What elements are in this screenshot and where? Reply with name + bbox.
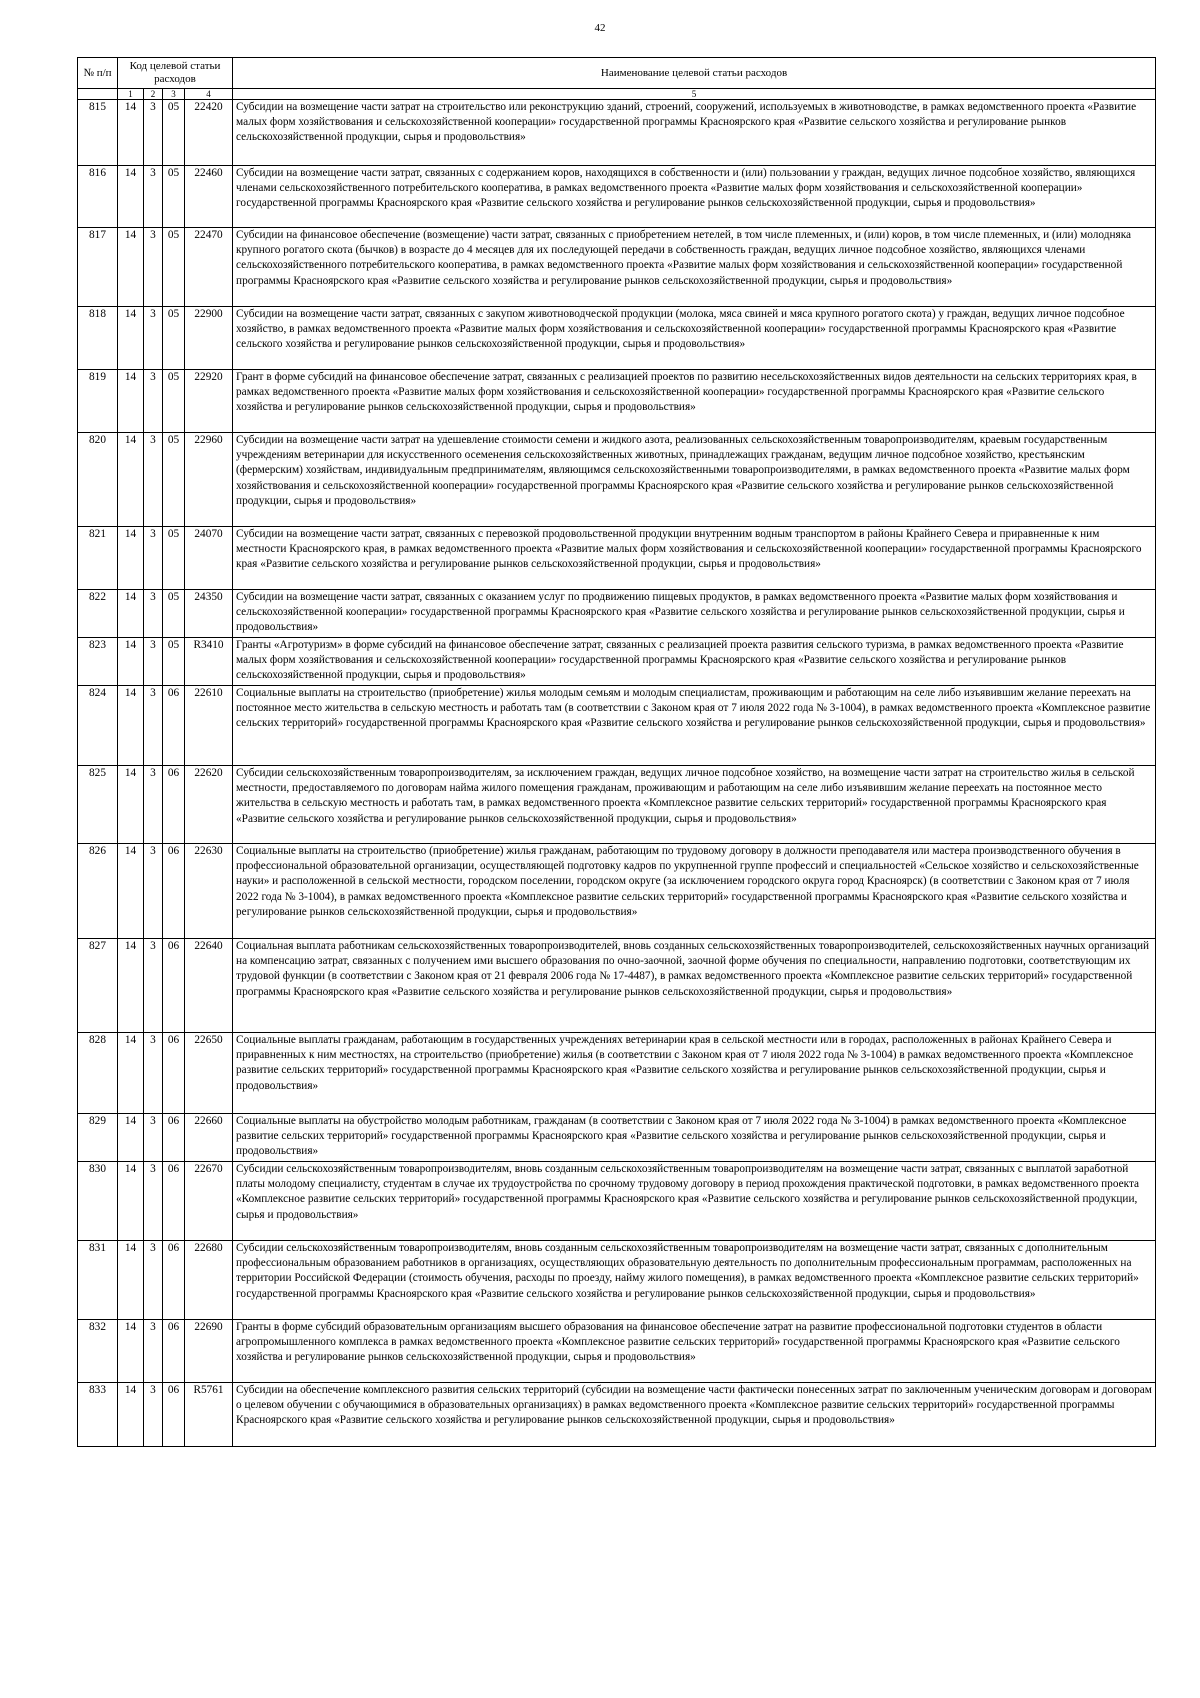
expense-item-name: Субсидии на возмещение части затрат на строительство или реконструкцию зданий, строений, сооружений, используемых в животноводстве, в рамках ведомственного проекта «Развитие малых форм хозяйствования и сельскохозяйственной кооперации» государственной программы Красноярского края «Развитие сельского хозяйства и регулирование рынков сельскохозяйственной продукции, сырья и продовольствия»	[233, 100, 1156, 166]
row-number: 830	[78, 1162, 118, 1241]
table-row	[78, 686, 1156, 766]
code-part-1: 14	[118, 527, 144, 590]
expense-item-name: Социальные выплаты на строительство (приобретение) жилья молодым семьям и молодым специалистам, проживающим и работающим на селе либо изъявившим желание переехать на постоянное место жительства в сельскую местность и работать там (в соответствии с Законом края от 7 июля 2022 года № 3-1004), в рамках ведомственного проекта «Комплексное развитие сельских территорий» государственной программы Красноярского края «Развитие сельского хозяйства и регулирование рынков сельскохозяйственной продукции, сырья и продовольствия»	[233, 686, 1156, 766]
code-part-2: 3	[144, 686, 163, 766]
row-number: 832	[78, 1320, 118, 1383]
code-part-3: 06	[163, 1241, 185, 1320]
row-number: 821	[78, 527, 118, 590]
header-code-group: Код целевой статьи расходов	[118, 58, 233, 89]
expense-item-name: Социальная выплата работникам сельскохозяйственных товаропроизводителей, вновь созданных сельскохозяйственных товаропроизводителей, сельскохозяйственных научных организаций на компенсацию затрат, связанных с получением ими высшего образования по очно-заочной, заочной форме обучения по специальности, направлению подготовки, соответствующим их трудовой функции (в соответствии с Законом края от 21 февраля 2006 года № 17-4487), в рамках ведомственного проекта «Комплексное развитие сельских территорий» государственной программы Красноярского края «Развитие сельского хозяйства и регулирование рынков сельскохозяйственной продукции, сырья и продовольствия»	[233, 939, 1156, 1033]
code-part-2: 3	[144, 1320, 163, 1383]
table-row	[78, 590, 1156, 638]
code-part-2: 3	[144, 228, 163, 307]
page-number: 42	[594, 22, 606, 34]
table-row	[78, 527, 1156, 590]
code-part-3: 06	[163, 686, 185, 766]
code-part-1: 14	[118, 228, 144, 307]
table-row	[78, 1241, 1156, 1320]
header-name: Наименование целевой статьи расходов	[233, 58, 1156, 89]
code-part-1: 14	[118, 590, 144, 638]
expense-item-name: Субсидии на возмещение части затрат, связанных с закупом животноводческой продукции (молока, мяса свиней и мяса крупного рогатого скота) у граждан, ведущих личное подсобное хозяйство, в рамках ведомственного проекта «Развитие малых форм хозяйствования и сельскохозяйственной кооперации» государственной программы Красноярского края «Развитие сельского хозяйства и регулирование рынков сельскохозяйственной продукции, сырья и продовольствия»	[233, 307, 1156, 370]
expense-item-name: Субсидии сельскохозяйственным товаропроизводителям, вновь созданным сельскохозяйственным товаропроизводителям на возмещение части затрат, связанных с выплатой заработной платы молодому специалисту, студентам в случае их трудоустройства по срочному трудовому договору в период прохождения практической подготовки, в рамках ведомственного проекта «Комплексное развитие сельских территорий» государственной программы Красноярского края «Развитие сельского хозяйства и регулирование рынков сельскохозяйственной продукции, сырья и продовольствия»	[233, 1162, 1156, 1241]
code-part-2: 3	[144, 1114, 163, 1162]
row-number: 829	[78, 1114, 118, 1162]
code-part-1: 14	[118, 433, 144, 527]
header-index: 2	[144, 89, 163, 100]
row-number: 825	[78, 766, 118, 844]
code-part-4: 22660	[185, 1114, 233, 1162]
row-number: 820	[78, 433, 118, 527]
code-part-3: 06	[163, 1383, 185, 1447]
expense-item-name: Социальные выплаты на строительство (приобретение) жилья гражданам, работающим по трудовому договору в должности преподавателя или мастера производственного обучения в профессиональной образовательной организации, осуществляющей подготовку кадров по укрупненной группе профессий и специальностей «Сельское хозяйство и сельскохозяйственные науки» и расположенной в сельской местности, городском поселении, городском округе (за исключением городского округа город Красноярск) (в соответствии с Законом края от 7 июля 2022 года № 3-1004), в рамках ведомственного проекта «Комплексное развитие сельских территорий» государственной программы Красноярского края «Развитие сельского хозяйства и регулирование рынков сельскохозяйственной продукции, сырья и продовольствия»	[233, 844, 1156, 939]
expense-item-name: Субсидии на обеспечение комплексного развития сельских территорий (субсидии на возмещение части фактически понесенных затрат по заключенным ученическим договорам и договорам о целевом обучении с обучающимися в образовательных организациях) в рамках ведомственного проекта «Комплексное развитие сельских территорий» государственной программы Красноярского края «Развитие сельского хозяйства и регулирование рынков сельскохозяйственной продукции, сырья и продовольствия»	[233, 1383, 1156, 1447]
row-number: 816	[78, 166, 118, 228]
row-number: 827	[78, 939, 118, 1033]
expense-item-name: Субсидии на возмещение части затрат, связанных с перевозкой продовольственной продукции внутренним водным транспортом в районы Крайнего Севера и приравненные к ним местности Красноярского края, в рамках ведомственного проекта «Развитие малых форм хозяйствования и сельскохозяйственной кооперации» государственной программы Красноярского края «Развитие сельского хозяйства и регулирование рынков сельскохозяйственной продукции, сырья и продовольствия»	[233, 527, 1156, 590]
code-part-4: 22670	[185, 1162, 233, 1241]
code-part-1: 14	[118, 1383, 144, 1447]
code-part-3: 05	[163, 307, 185, 370]
header-row-number: № п/п	[78, 58, 118, 89]
expense-item-name: Субсидии сельскохозяйственным товаропроизводителям, за исключением граждан, ведущих личное подсобное хозяйство, на возмещение части затрат на строительство жилья в сельской местности, предоставляемого по договорам найма жилого помещения гражданам, проживающим и работающим на селе либо изъявившим желание переехать на постоянное место жительства в сельскую местность и работать там, в рамках ведомственного проекта «Комплексное развитие сельских территорий» государственной программы Красноярского края «Развитие сельского хозяйства и регулирование рынков сельскохозяйственной продукции, сырья и продовольствия»	[233, 766, 1156, 844]
code-part-4: R3410	[185, 638, 233, 686]
table-row	[78, 1320, 1156, 1383]
code-part-4: 22610	[185, 686, 233, 766]
table-row	[78, 939, 1156, 1033]
code-part-1: 14	[118, 766, 144, 844]
code-part-4: 22900	[185, 307, 233, 370]
code-part-2: 3	[144, 166, 163, 228]
expense-item-name: Субсидии на возмещение части затрат, связанных с содержанием коров, находящихся в собственности и (или) пользовании у граждан, ведущих личное подсобное хозяйство, являющихся членами сельскохозяйственного потребительского кооператива, в рамках ведомственного проекта «Развитие малых форм хозяйствования и сельскохозяйственной кооперации» государственной программы Красноярского края «Развитие сельского хозяйства и регулирование рынков сельскохозяйственной продукции, сырья и продовольствия»	[233, 166, 1156, 228]
code-part-1: 14	[118, 939, 144, 1033]
code-part-4: 24070	[185, 527, 233, 590]
header-index-empty	[78, 89, 118, 100]
code-part-3: 05	[163, 590, 185, 638]
code-part-1: 14	[118, 844, 144, 939]
table-row	[78, 166, 1156, 228]
expense-item-name: Социальные выплаты на обустройство молодым работникам, гражданам (в соответствии с Законом края от 7 июля 2022 года № 3-1004) в рамках ведомственного проекта «Комплексное развитие сельских территорий» государственной программы Красноярского края «Развитие сельского хозяйства и регулирование рынков сельскохозяйственной продукции, сырья и продовольствия»	[233, 1114, 1156, 1162]
code-part-4: 22640	[185, 939, 233, 1033]
code-part-3: 06	[163, 844, 185, 939]
header-index: 5	[233, 89, 1156, 100]
code-part-2: 3	[144, 638, 163, 686]
code-part-2: 3	[144, 590, 163, 638]
code-part-3: 06	[163, 1320, 185, 1383]
header-index: 1	[118, 89, 144, 100]
code-part-1: 14	[118, 686, 144, 766]
row-number: 831	[78, 1241, 118, 1320]
code-part-4: 22680	[185, 1241, 233, 1320]
code-part-2: 3	[144, 527, 163, 590]
code-part-2: 3	[144, 766, 163, 844]
budget-classification-table	[77, 57, 1156, 1447]
expense-item-name: Субсидии на возмещение части затрат, связанных с оказанием услуг по продвижению пищевых продуктов, в рамках ведомственного проекта «Развитие малых форм хозяйствования и сельскохозяйственной кооперации» государственной программы Красноярского края «Развитие сельского хозяйства и регулирование рынков сельскохозяйственной продукции, сырья и продовольствия»	[233, 590, 1156, 638]
code-part-1: 14	[118, 370, 144, 433]
code-part-4: 22920	[185, 370, 233, 433]
row-number: 817	[78, 228, 118, 307]
code-part-3: 06	[163, 939, 185, 1033]
code-part-4: R5761	[185, 1383, 233, 1447]
code-part-4: 22630	[185, 844, 233, 939]
code-part-3: 05	[163, 638, 185, 686]
code-part-1: 14	[118, 1114, 144, 1162]
row-number: 833	[78, 1383, 118, 1447]
table-row	[78, 1114, 1156, 1162]
table-row	[78, 1033, 1156, 1114]
table-row	[78, 370, 1156, 433]
code-part-1: 14	[118, 166, 144, 228]
code-part-2: 3	[144, 1033, 163, 1114]
code-part-2: 3	[144, 1383, 163, 1447]
code-part-3: 06	[163, 1162, 185, 1241]
code-part-4: 24350	[185, 590, 233, 638]
table-row	[78, 228, 1156, 307]
table-row	[78, 766, 1156, 844]
row-number: 828	[78, 1033, 118, 1114]
expense-item-name: Субсидии сельскохозяйственным товаропроизводителям, вновь созданным сельскохозяйственным товаропроизводителям на возмещение части затрат, связанных с дополнительным профессиональным образованием работников в организациях, осуществляющих образовательную деятельность по дополнительным профессиональным программам, расположенных на территории Российской Федерации (стоимость обучения, расходы по проезду, найму жилого помещения), в рамках ведомственного проекта «Комплексное развитие сельских территорий» государственной программы Красноярского края «Развитие сельского хозяйства и регулирование рынков сельскохозяйственной продукции, сырья и продовольствия»	[233, 1241, 1156, 1320]
row-number: 818	[78, 307, 118, 370]
code-part-4: 22650	[185, 1033, 233, 1114]
code-part-2: 3	[144, 100, 163, 166]
code-part-1: 14	[118, 1241, 144, 1320]
row-number: 822	[78, 590, 118, 638]
expense-item-name: Гранты «Агротуризм» в форме субсидий на финансовое обеспечение затрат, связанных с реализацией проекта развития сельского туризма, в рамках ведомственного проекта «Развитие малых форм хозяйствования и сельскохозяйственной кооперации» государственной программы Красноярского края «Развитие сельского хозяйства и регулирование рынков сельскохозяйственной продукции, сырья и продовольствия»	[233, 638, 1156, 686]
code-part-3: 05	[163, 100, 185, 166]
row-number: 819	[78, 370, 118, 433]
code-part-1: 14	[118, 1320, 144, 1383]
table-row	[78, 433, 1156, 527]
code-part-4: 22420	[185, 100, 233, 166]
code-part-1: 14	[118, 638, 144, 686]
budget-table-container	[77, 57, 1155, 1447]
expense-item-name: Гранты в форме субсидий образовательным организациям высшего образования на финансовое обеспечение затрат на развитие профессиональной подготовки студентов в области агропромышленного комплекса в рамках ведомственного проекта «Комплексное развитие сельских территорий» государственной программы Красноярского края «Развитие сельского хозяйства и регулирование рынков сельскохозяйственной продукции, сырья и продовольствия»	[233, 1320, 1156, 1383]
code-part-3: 06	[163, 766, 185, 844]
code-part-1: 14	[118, 1033, 144, 1114]
expense-item-name: Грант в форме субсидий на финансовое обеспечение затрат, связанных с реализацией проектов по развитию несельскохозяйственных видов деятельности на сельских территориях края, в рамках ведомственного проекта «Развитие малых форм хозяйствования и сельскохозяйственной кооперации» государственной программы Красноярского края «Развитие сельского хозяйства и регулирование рынков сельскохозяйственной продукции, сырья и продовольствия»	[233, 370, 1156, 433]
row-number: 826	[78, 844, 118, 939]
code-part-3: 05	[163, 527, 185, 590]
table-row	[78, 1383, 1156, 1447]
expense-item-name: Субсидии на возмещение части затрат на удешевление стоимости семени и жидкого азота, реализованных сельскохозяйственным товаропроизводителям, краевым государственным учреждениям ветеринарии для искусственного осеменения сельскохозяйственных животных, принадлежащих гражданам, ведущим личное подсобное хозяйство, крестьянским (фермерским) хозяйствам, индивидуальным предпринимателям, являющимся сельскохозяйственными товаропроизводителями, в рамках ведомственного проекта «Развитие малых форм хозяйствования и сельскохозяйственной кооперации» государственной программы Красноярского края «Развитие сельского хозяйства и регулирование рынков сельскохозяйственной продукции, сырья и продовольствия»	[233, 433, 1156, 527]
code-part-3: 05	[163, 370, 185, 433]
row-number: 823	[78, 638, 118, 686]
table-row	[78, 307, 1156, 370]
header-index: 3	[163, 89, 185, 100]
table-row	[78, 1162, 1156, 1241]
row-number: 824	[78, 686, 118, 766]
code-part-2: 3	[144, 1241, 163, 1320]
table-row	[78, 638, 1156, 686]
expense-item-name: Социальные выплаты гражданам, работающим в государственных учреждениях ветеринарии края в сельской местности или в городах, расположенных в районах Крайнего Севера и приравненных к ним местностях, на строительство (приобретение) жилья (в соответствии с Законом края от 7 июля 2022 года № 3-1004) в рамках ведомственного проекта «Комплексное развитие сельских территорий» государственной программы Красноярского края «Развитие сельского хозяйства и регулирование рынков сельскохозяйственной продукции, сырья и продовольствия»	[233, 1033, 1156, 1114]
table-row	[78, 100, 1156, 166]
code-part-2: 3	[144, 433, 163, 527]
code-part-4: 22470	[185, 228, 233, 307]
expense-item-name: Субсидии на финансовое обеспечение (возмещение) части затрат, связанных с приобретением нетелей, в том числе племенных, и (или) коров, в том числе племенных, и (или) молодняка крупного рогатого скота (бычков) в возрасте до 4 месяцев для их последующей передачи в собственность граждан, ведущих личное подсобное хозяйство, являющихся членами сельскохозяйственного потребительского кооператива, в рамках ведомственного проекта «Развитие малых форм хозяйствования и сельскохозяйственной кооперации» государственной программы Красноярского края «Развитие сельского хозяйства и регулирование рынков сельскохозяйственной продукции, сырья и продовольствия»	[233, 228, 1156, 307]
header-index: 4	[185, 89, 233, 100]
row-number: 815	[78, 100, 118, 166]
code-part-4: 22690	[185, 1320, 233, 1383]
code-part-3: 05	[163, 228, 185, 307]
code-part-4: 22960	[185, 433, 233, 527]
code-part-2: 3	[144, 939, 163, 1033]
code-part-2: 3	[144, 307, 163, 370]
table-row	[78, 844, 1156, 939]
code-part-3: 06	[163, 1114, 185, 1162]
code-part-1: 14	[118, 100, 144, 166]
code-part-2: 3	[144, 844, 163, 939]
code-part-2: 3	[144, 1162, 163, 1241]
code-part-1: 14	[118, 307, 144, 370]
code-part-3: 05	[163, 433, 185, 527]
code-part-4: 22620	[185, 766, 233, 844]
code-part-4: 22460	[185, 166, 233, 228]
code-part-1: 14	[118, 1162, 144, 1241]
code-part-2: 3	[144, 370, 163, 433]
code-part-3: 05	[163, 166, 185, 228]
code-part-3: 06	[163, 1033, 185, 1114]
